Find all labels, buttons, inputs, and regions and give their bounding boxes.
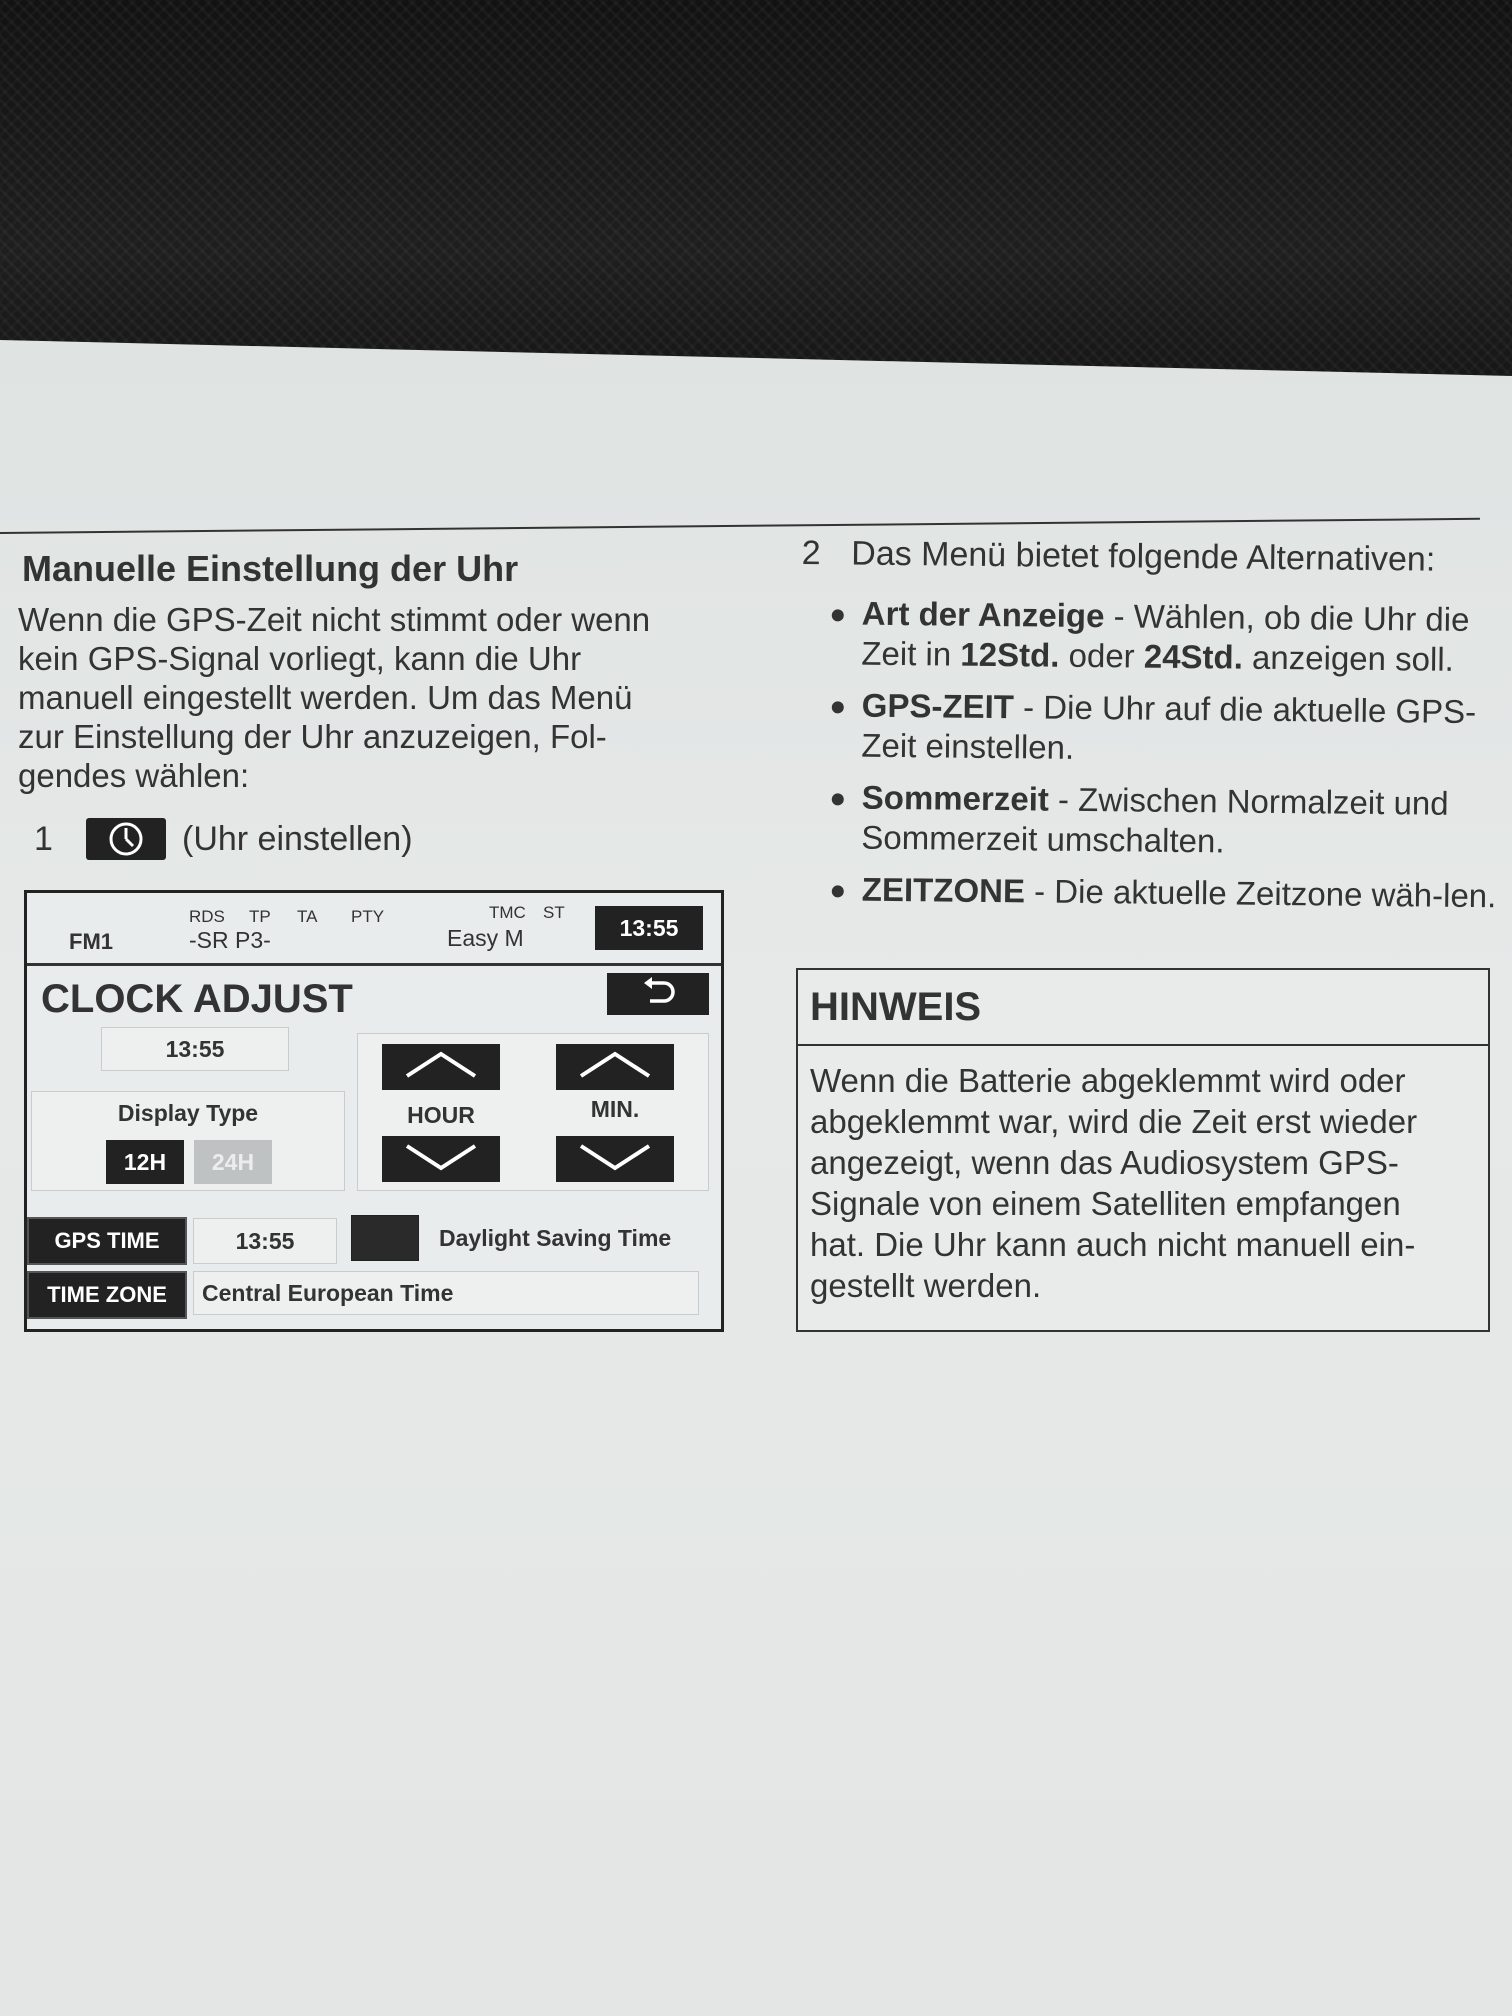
- note-line: Wenn die Batterie abgeklemmt wird oder: [810, 1062, 1406, 1099]
- note-body: [798, 1046, 1488, 1306]
- time-zone-button[interactable]: TIME ZONE: [27, 1271, 187, 1319]
- hour-down-button[interactable]: [382, 1136, 500, 1182]
- note-title: HINWEIS: [798, 970, 1488, 1046]
- chevron-up-icon: [575, 1048, 655, 1087]
- pty-indicator: PTY: [351, 907, 385, 926]
- option-term: 12Std.: [960, 635, 1060, 674]
- option-desc: oder: [1059, 636, 1145, 675]
- chevron-up-icon: [401, 1048, 481, 1087]
- rds-indicator: RDS: [189, 907, 225, 926]
- ta-indicator: TA: [297, 907, 318, 926]
- list-item: [801, 685, 1502, 772]
- note-line: Signale von einem Satelliten empfangen: [810, 1185, 1401, 1222]
- chevron-down-icon: [575, 1140, 655, 1179]
- step-number: 1: [34, 819, 53, 858]
- option-term: Art der Anzeige: [861, 594, 1105, 635]
- clock-adjust-screen: [24, 890, 724, 1332]
- display-type-group: [31, 1091, 345, 1191]
- list-item: [802, 869, 1502, 916]
- intro-paragraph: [18, 600, 738, 795]
- display-type-label: Display Type: [117, 1100, 259, 1126]
- hour-label: HOUR: [407, 1102, 475, 1128]
- clock-icon: [86, 818, 166, 860]
- tp-indicator: TP: [249, 907, 271, 926]
- step-number: 2: [801, 534, 821, 573]
- 12h-button[interactable]: 12H: [106, 1140, 184, 1184]
- time-zone-value: Central European Time: [193, 1271, 699, 1315]
- option-term: Sommerzeit: [861, 778, 1050, 818]
- back-button[interactable]: [607, 973, 709, 1015]
- section-heading: Manuelle Einstellung der Uhr: [22, 548, 519, 589]
- intro-line: gendes wählen:: [18, 757, 250, 794]
- note-line: angezeigt, wenn das Audiosystem GPS-: [810, 1144, 1399, 1181]
- intro-line: manuell eingestellt werden. Um das Menü: [18, 679, 633, 716]
- station-name: -SR P3-: [189, 927, 271, 953]
- gps-time-value: 13:55: [193, 1218, 337, 1264]
- option-term: ZEITZONE: [861, 870, 1026, 910]
- program-name: Easy M: [447, 925, 524, 951]
- 24h-button[interactable]: 24H: [194, 1140, 272, 1184]
- st-indicator: ST: [543, 903, 565, 922]
- list-item: [801, 593, 1502, 680]
- band-label: FM1: [69, 929, 113, 954]
- list-item: [801, 777, 1502, 864]
- note-box: [796, 968, 1490, 1332]
- clock-time-display: 13:55: [101, 1027, 289, 1071]
- dst-label: Daylight Saving Time: [439, 1225, 672, 1251]
- option-desc: - Wählen, ob die Uhr die Zeit in: [861, 597, 1470, 673]
- option-desc: - Die Uhr auf die aktuelle GPS-Zeit einstellen.: [861, 688, 1477, 766]
- tmc-indicator: TMC: [489, 903, 526, 922]
- note-line: gestellt werden.: [810, 1267, 1042, 1304]
- hour-up-button[interactable]: [382, 1044, 500, 1090]
- intro-line: zur Einstellung der Uhr anzuzeigen, Fol-: [18, 718, 607, 755]
- note-line: abgeklemmt war, wird die Zeit erst wieder: [810, 1103, 1418, 1140]
- option-desc: - Zwischen Normalzeit und Sommerzeit umschalten.: [861, 780, 1449, 860]
- min-label: MIN.: [590, 1096, 640, 1122]
- option-term: GPS-ZEIT: [861, 686, 1015, 726]
- status-time: 13:55: [595, 906, 703, 950]
- status-bar: [27, 893, 721, 966]
- right-column: [802, 534, 1502, 921]
- option-desc: anzeigen soll.: [1242, 638, 1455, 678]
- step-1-text: (Uhr einstellen): [182, 819, 413, 858]
- time-adjust-group: [357, 1033, 709, 1191]
- step-1: [34, 818, 413, 860]
- option-term: 24Std.: [1143, 637, 1244, 676]
- min-down-button[interactable]: [556, 1136, 674, 1182]
- step-2: [802, 534, 1502, 580]
- gps-time-button[interactable]: GPS TIME: [27, 1217, 187, 1265]
- intro-line: kein GPS-Signal vorliegt, kann die Uhr: [18, 640, 582, 677]
- option-desc: - Die aktuelle Zeitzone wäh-len.: [1024, 872, 1497, 915]
- option-list: [802, 593, 1502, 915]
- step-2-text: Das Menü bietet folgende Alternativen:: [851, 534, 1436, 579]
- min-up-button[interactable]: [556, 1044, 674, 1090]
- intro-line: Wenn die GPS-Zeit nicht stimmt oder wenn: [18, 601, 651, 638]
- note-line: hat. Die Uhr kann auch nicht manuell ein-: [810, 1226, 1416, 1263]
- chevron-down-icon: [401, 1140, 481, 1179]
- back-arrow-icon: [638, 977, 678, 1012]
- dst-checkbox[interactable]: [351, 1215, 419, 1261]
- screen-title: CLOCK ADJUST: [41, 977, 353, 1021]
